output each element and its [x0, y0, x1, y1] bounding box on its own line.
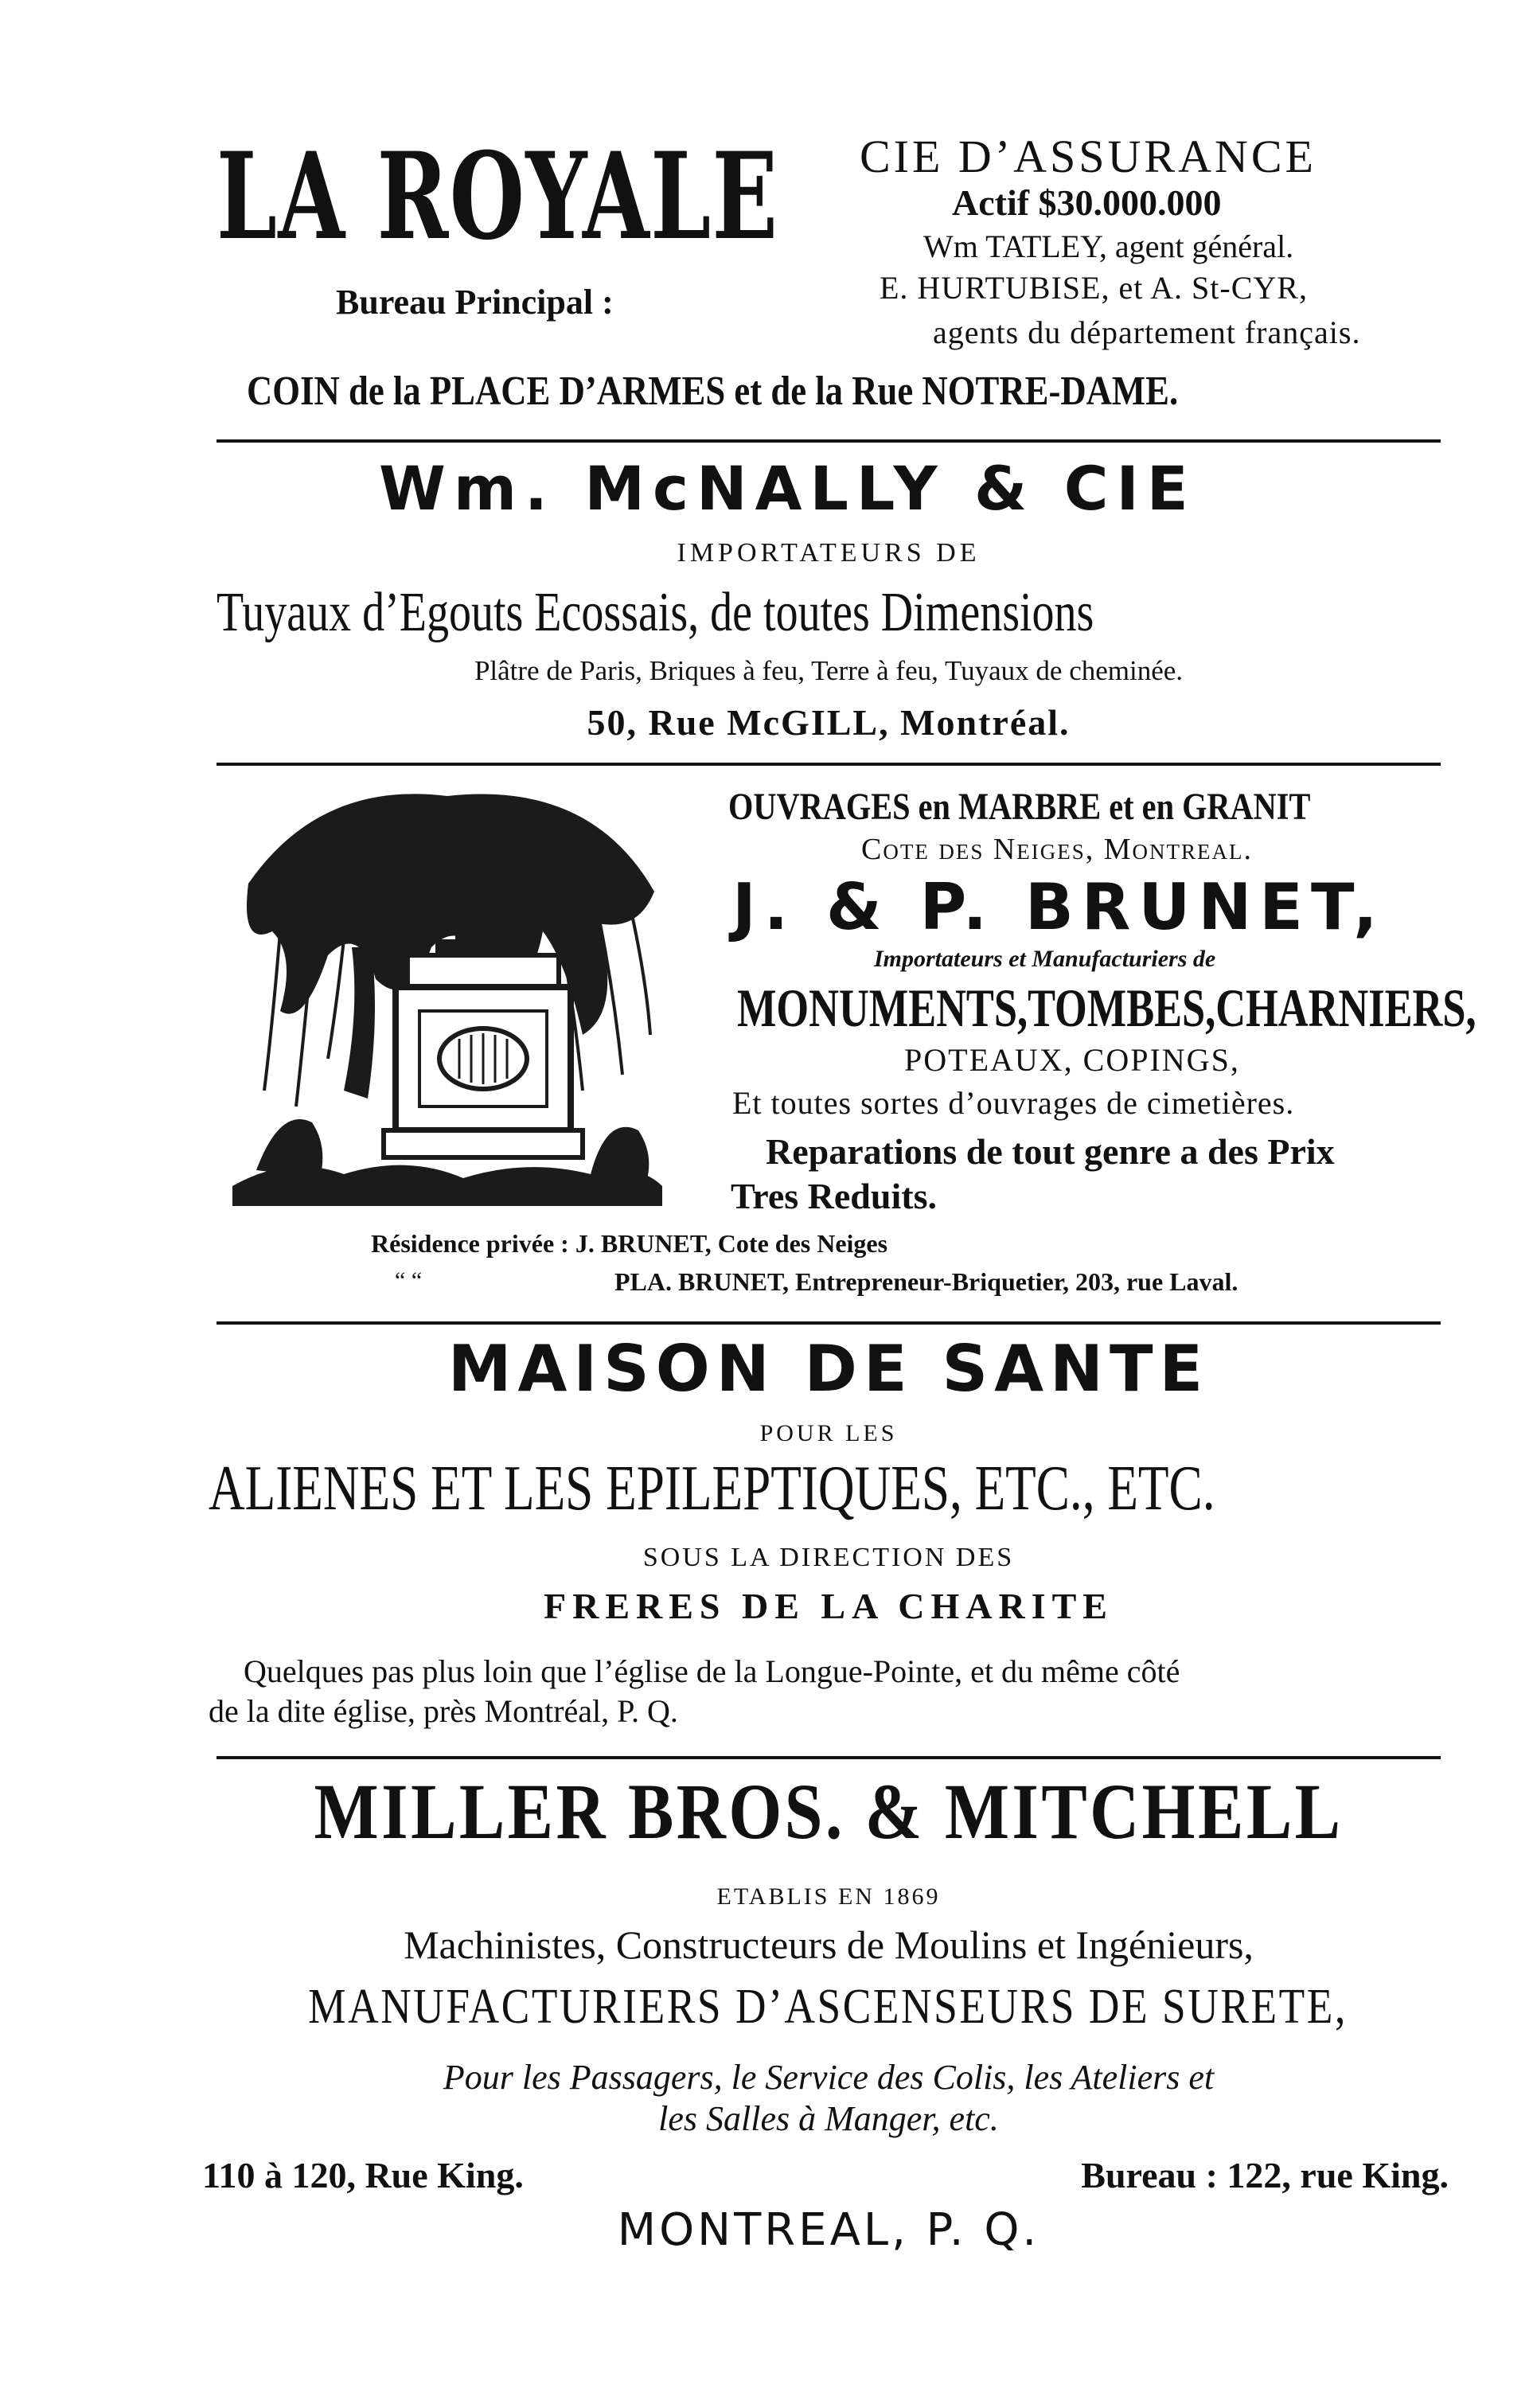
mcnally-address: 50, Rue McGILL, Montréal. [587, 702, 1071, 743]
brunet-residence2-ditto: “ “ [395, 1267, 423, 1294]
mcnally-title: Wm. McNALLY & CIE [379, 453, 1196, 524]
brunet-products2: POTEAUX, COPINGS, [904, 1042, 1240, 1078]
sante-pour: POUR LES [759, 1420, 898, 1446]
divider [216, 1756, 1441, 1759]
sante-direction: SOUS LA DIRECTION DES [642, 1543, 1015, 1572]
miller-line3: Pour les Passagers, le Service des Colis, les Ateliers et [443, 2058, 1215, 2097]
royale-agent-general: Wm TATLEY, agent général. [923, 228, 1294, 264]
brunet-residence: Résidence privée : J. BRUNET, Cote des Neiges [371, 1229, 888, 1258]
sante-title: MAISON DE SANTE [447, 1332, 1210, 1406]
sante-desc2: de la dite église, près Montréal, P. Q. [209, 1693, 678, 1729]
brunet-location: Cote des Neiges, Montreal. [861, 833, 1254, 866]
brunet-repairs2: Tres Reduits. [731, 1176, 937, 1216]
miller-line2: MANUFACTURIERS D’ASCENSEURS DE SURETE, [308, 1980, 1348, 2034]
brunet-subtitle: Importateurs et Manufacturiers de [874, 946, 1216, 972]
miller-address-left: 110 à 120, Rue King. [202, 2155, 524, 2195]
miller-address-right: Bureau : 122, rue King. [1081, 2155, 1449, 2195]
royale-address: COIN de la PLACE D’ARMES et de la Rue NOTRE-DAME. [247, 369, 1179, 414]
monument-icon [224, 772, 670, 1218]
royale-assets: Actif $30.000.000 [952, 182, 1222, 223]
royale-agents: E. HURTUBISE, et A. St-CYR, [880, 270, 1308, 306]
royale-company: CIE D’ASSURANCE [860, 131, 1317, 182]
brunet-residence2: PLA. BRUNET, Entrepreneur-Briquetier, 203, rue Laval. [614, 1267, 1238, 1296]
brunet-line1: OUVRAGES en MARBRE et en GRANIT [728, 786, 1311, 828]
mcnally-subtitle: IMPORTATEURS DE [677, 538, 981, 568]
brunet-title: J. & P. BRUNET, [732, 870, 1386, 944]
brunet-products: MONUMENTS,TOMBES,CHARNIERS, [737, 978, 1476, 1038]
miller-line4: les Salles à Manger, etc. [658, 2099, 999, 2138]
divider [216, 763, 1441, 766]
royale-bureau-label: Bureau Principal : [336, 283, 614, 322]
royale-title: LA ROYALE [216, 127, 779, 267]
royale-agents-note: agents du département français. [933, 314, 1361, 350]
miller-line1: Machinistes, Constructeurs de Moulins et Ingénieurs, [404, 1922, 1254, 1967]
miller-title: MILLER BROS. & MITCHELL [314, 1767, 1344, 1856]
mcnally-products-detail: Plâtre de Paris, Briques à feu, Terre à feu, Tuyaux de cheminée. [474, 655, 1184, 686]
mcnally-products: Tuyaux d’Egouts Ecossais, de toutes Dimensions [216, 582, 1094, 643]
miller-established: ETABLIS EN 1869 [716, 1883, 941, 1910]
divider [216, 1321, 1441, 1325]
brunet-repairs1: Reparations de tout genre a des Prix [766, 1131, 1335, 1172]
miller-city: MONTREAL, P. Q. [617, 2204, 1040, 2256]
sante-main: ALIENES ET LES EPILEPTIQUES, ETC., ETC. [209, 1454, 1215, 1524]
sante-freres: FRERES DE LA CHARITE [544, 1586, 1114, 1626]
brunet-products3: Et toutes sortes d’ouvrages de cimetières. [732, 1085, 1295, 1121]
divider [216, 439, 1441, 443]
sante-desc1: Quelques pas plus loin que l’église de la Longue-Pointe, et du même côté [244, 1653, 1180, 1689]
